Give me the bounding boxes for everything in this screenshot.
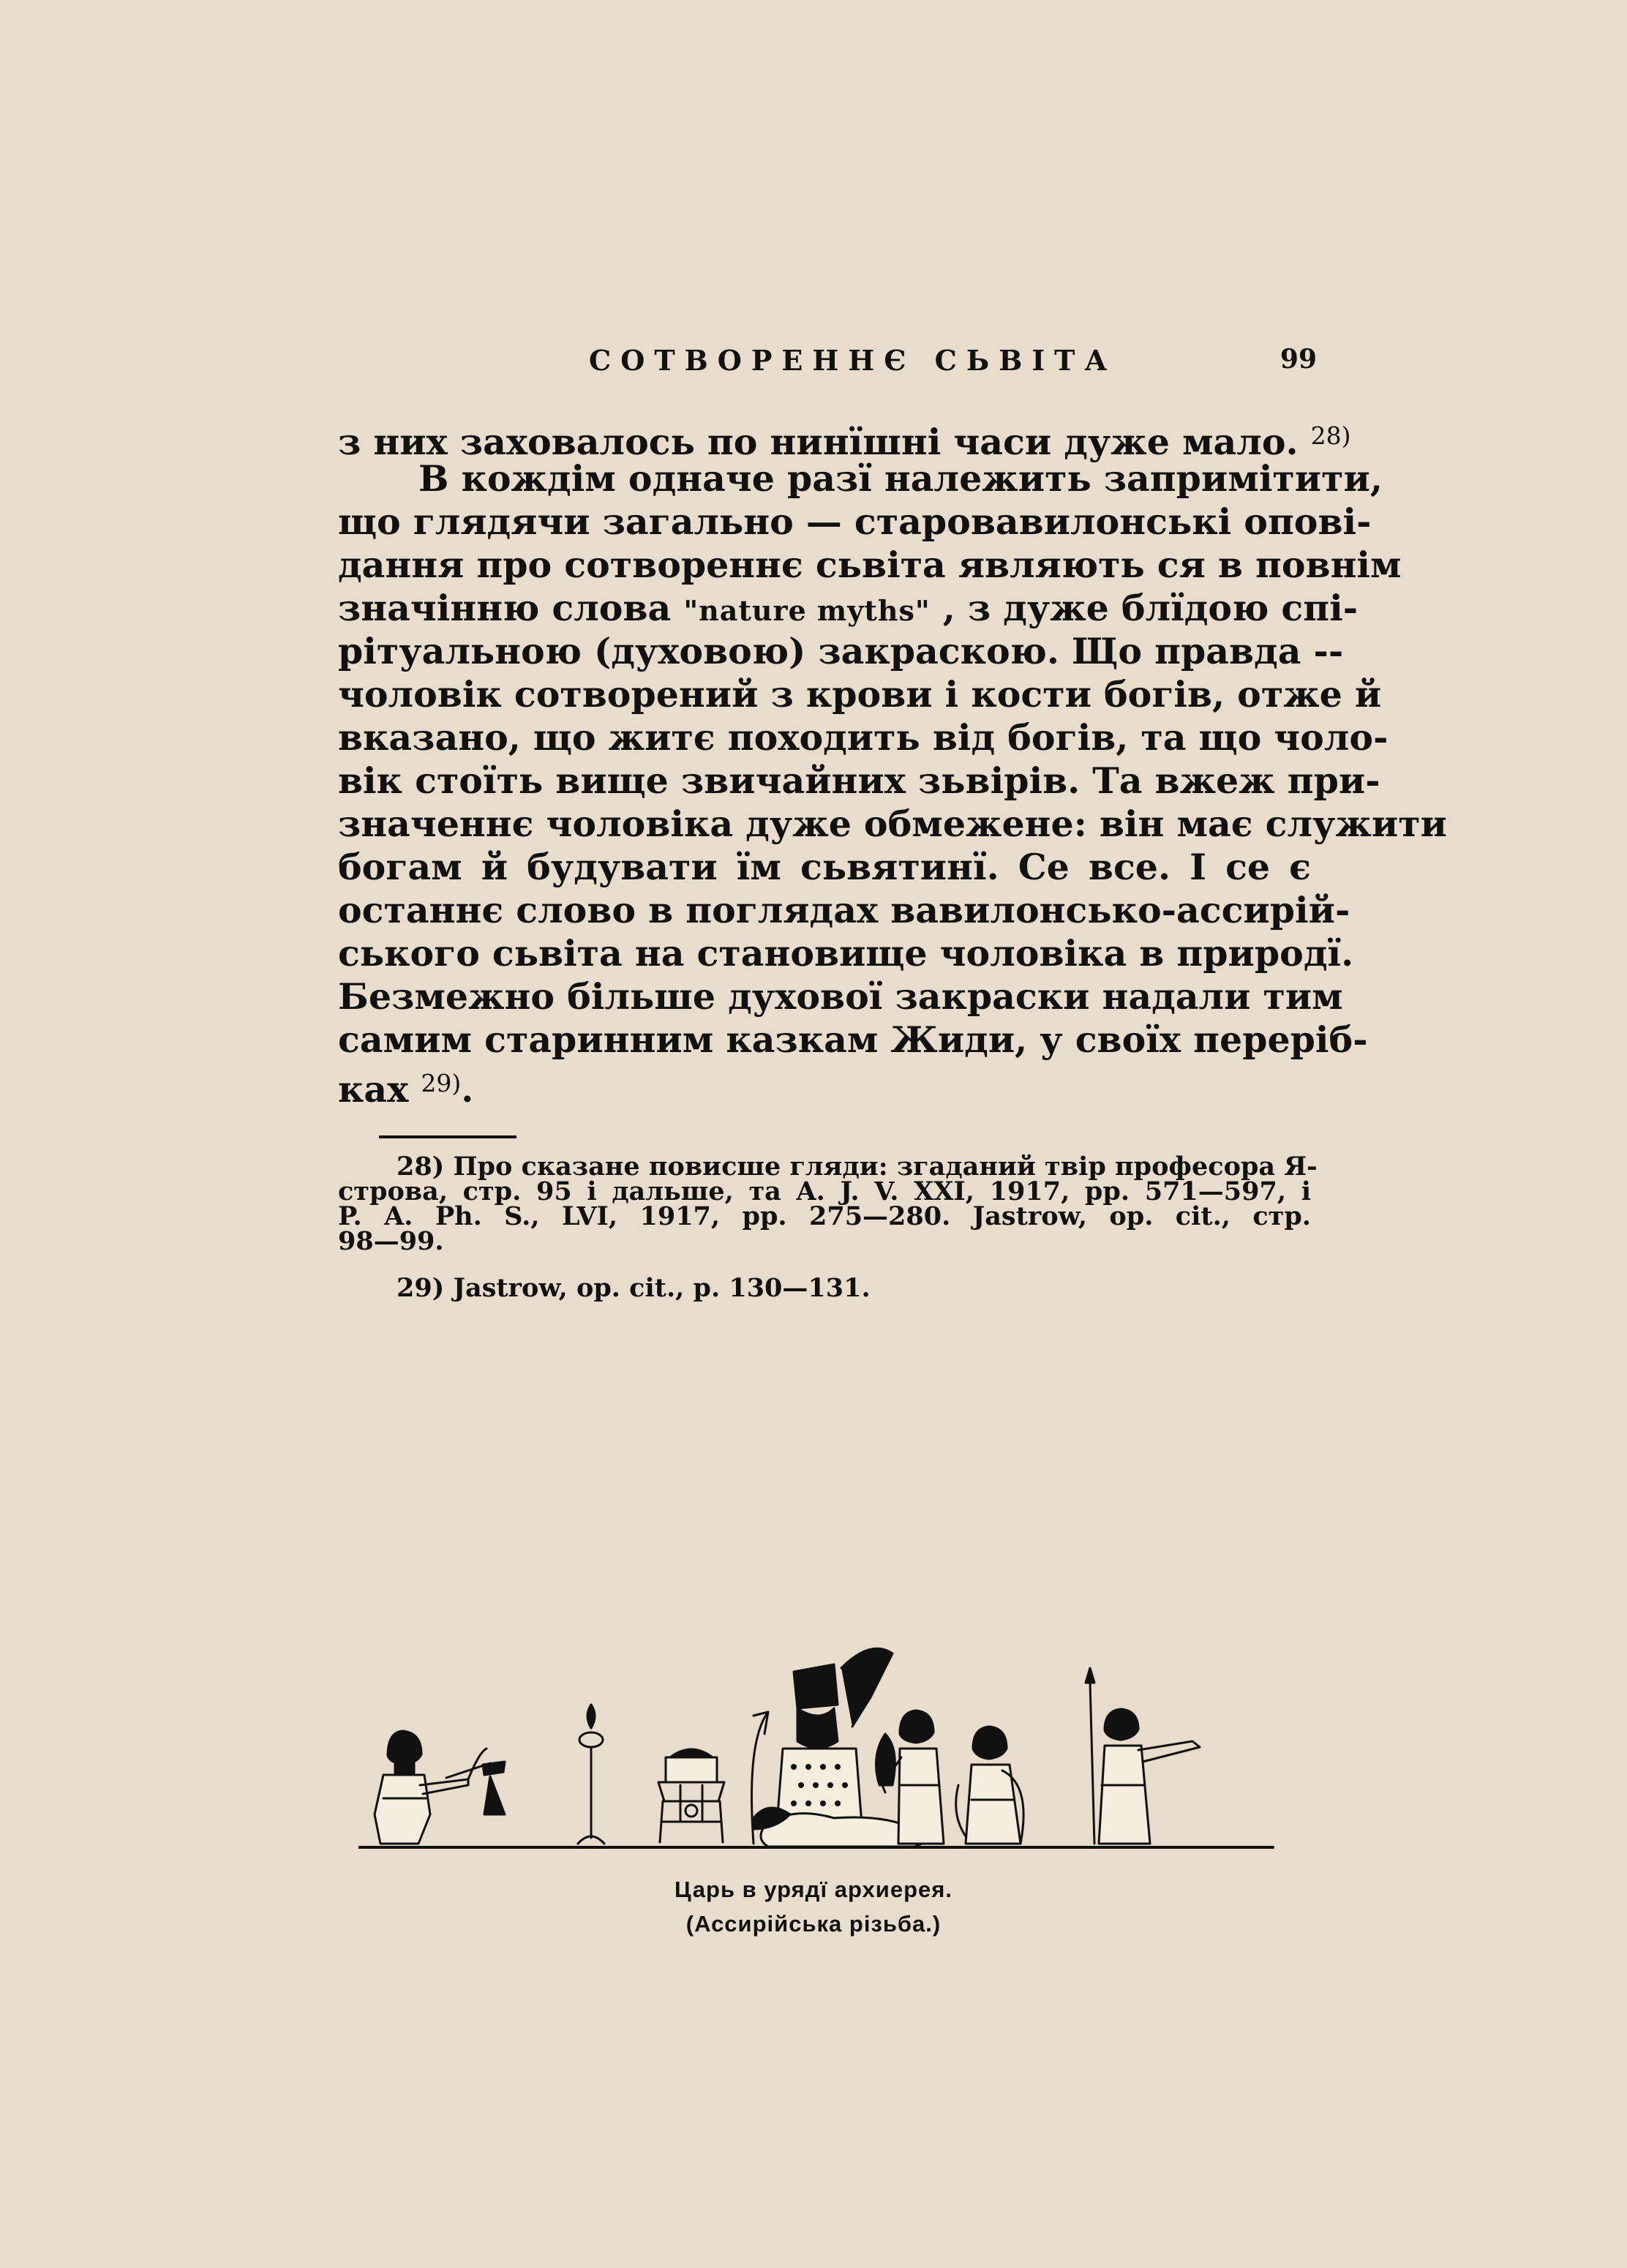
footnote-28-line: 98—99. [338, 1226, 444, 1256]
text-line: самим старинним казкам Жиди, у своїх переріб- [338, 1018, 1368, 1061]
footnote-ref-28: 28) [1310, 421, 1351, 450]
text-line: вказано, що житє походить від богів, та що чоло- [338, 716, 1389, 759]
text-line: чоловік сотворений з крови і кости богів, отже й [338, 673, 1382, 716]
text-line: Безмежно більше духової закраски надали тим [338, 975, 1343, 1018]
page-number: 99 [1280, 344, 1317, 375]
spearman-figure [1086, 1668, 1200, 1844]
running-title: СОТВОРЕННЄ СЬВІТА [589, 344, 1117, 377]
standard-pole [578, 1705, 604, 1844]
figure-caption-subtitle: (Ассирійська різьба.) [685, 1911, 942, 1937]
assyrian-relief-illustration [358, 1566, 1280, 1858]
main-text [338, 414, 1447, 1111]
footnotes [338, 1152, 1318, 1303]
text-line: останнє слово в поглядах вавилонсько-ассирій- [338, 889, 1350, 931]
text-line: вік стоїть вище звичайних зьвірів. Та вжеж при- [338, 759, 1380, 802]
footnote-28-line: 28) Про сказане повисше гляди: згаданий твір професора Я- [397, 1152, 1318, 1182]
footnote-ref-29: 29) [421, 1069, 462, 1097]
assyrian-relief-drawing [358, 1566, 1280, 1858]
text-line: ках $^{29)}$. [338, 1068, 474, 1111]
text-line: з них заховалось по нинїшні часи дуже мало. $^{28)}$ [338, 421, 1351, 463]
text-line: В кождім одначе разї належить запримітити, [418, 457, 1383, 500]
footnote-rule [379, 1135, 516, 1138]
text-line: значеннє чоловіка дуже обмежене: він має служити [338, 803, 1447, 845]
text-line: ського сьвіта на становище чоловіка в природї. [338, 932, 1354, 975]
footnote-28-line: строва, стр. 95 і дальше, та A. J. V. XXI, 1917, pp. 571—597, і [338, 1176, 1311, 1206]
attendant-figure-left [375, 1731, 505, 1844]
footnote-28-line: P. A. Ph. S., LVI, 1917, pp. 275—280. Jastrow, op. cit., стр. [338, 1201, 1311, 1231]
figure-caption-title: Царь в урядї архиерея. [675, 1877, 952, 1902]
attendant-figure-right [956, 1727, 1023, 1844]
text-line: що глядячи загально — старовавилонські опові- [338, 500, 1372, 543]
page-header [337, 344, 1317, 380]
latin-term: "nature myths" [683, 594, 931, 627]
text-line: значінню слова "nature myths" , з дуже блїдою спі- [338, 587, 1359, 629]
text-line: богам й будувати їм сьвятинї. Се все. І се є [338, 846, 1311, 888]
text-line: рітуальною (духовою) закраскою. Що правда -- [338, 630, 1344, 672]
text-line: дання про сотвореннє сьвіта являють ся в повнім [338, 544, 1402, 586]
offering-table [658, 1749, 724, 1842]
footnote-29: 29) Jastrow, op. cit., p. 130—131. [397, 1273, 871, 1303]
